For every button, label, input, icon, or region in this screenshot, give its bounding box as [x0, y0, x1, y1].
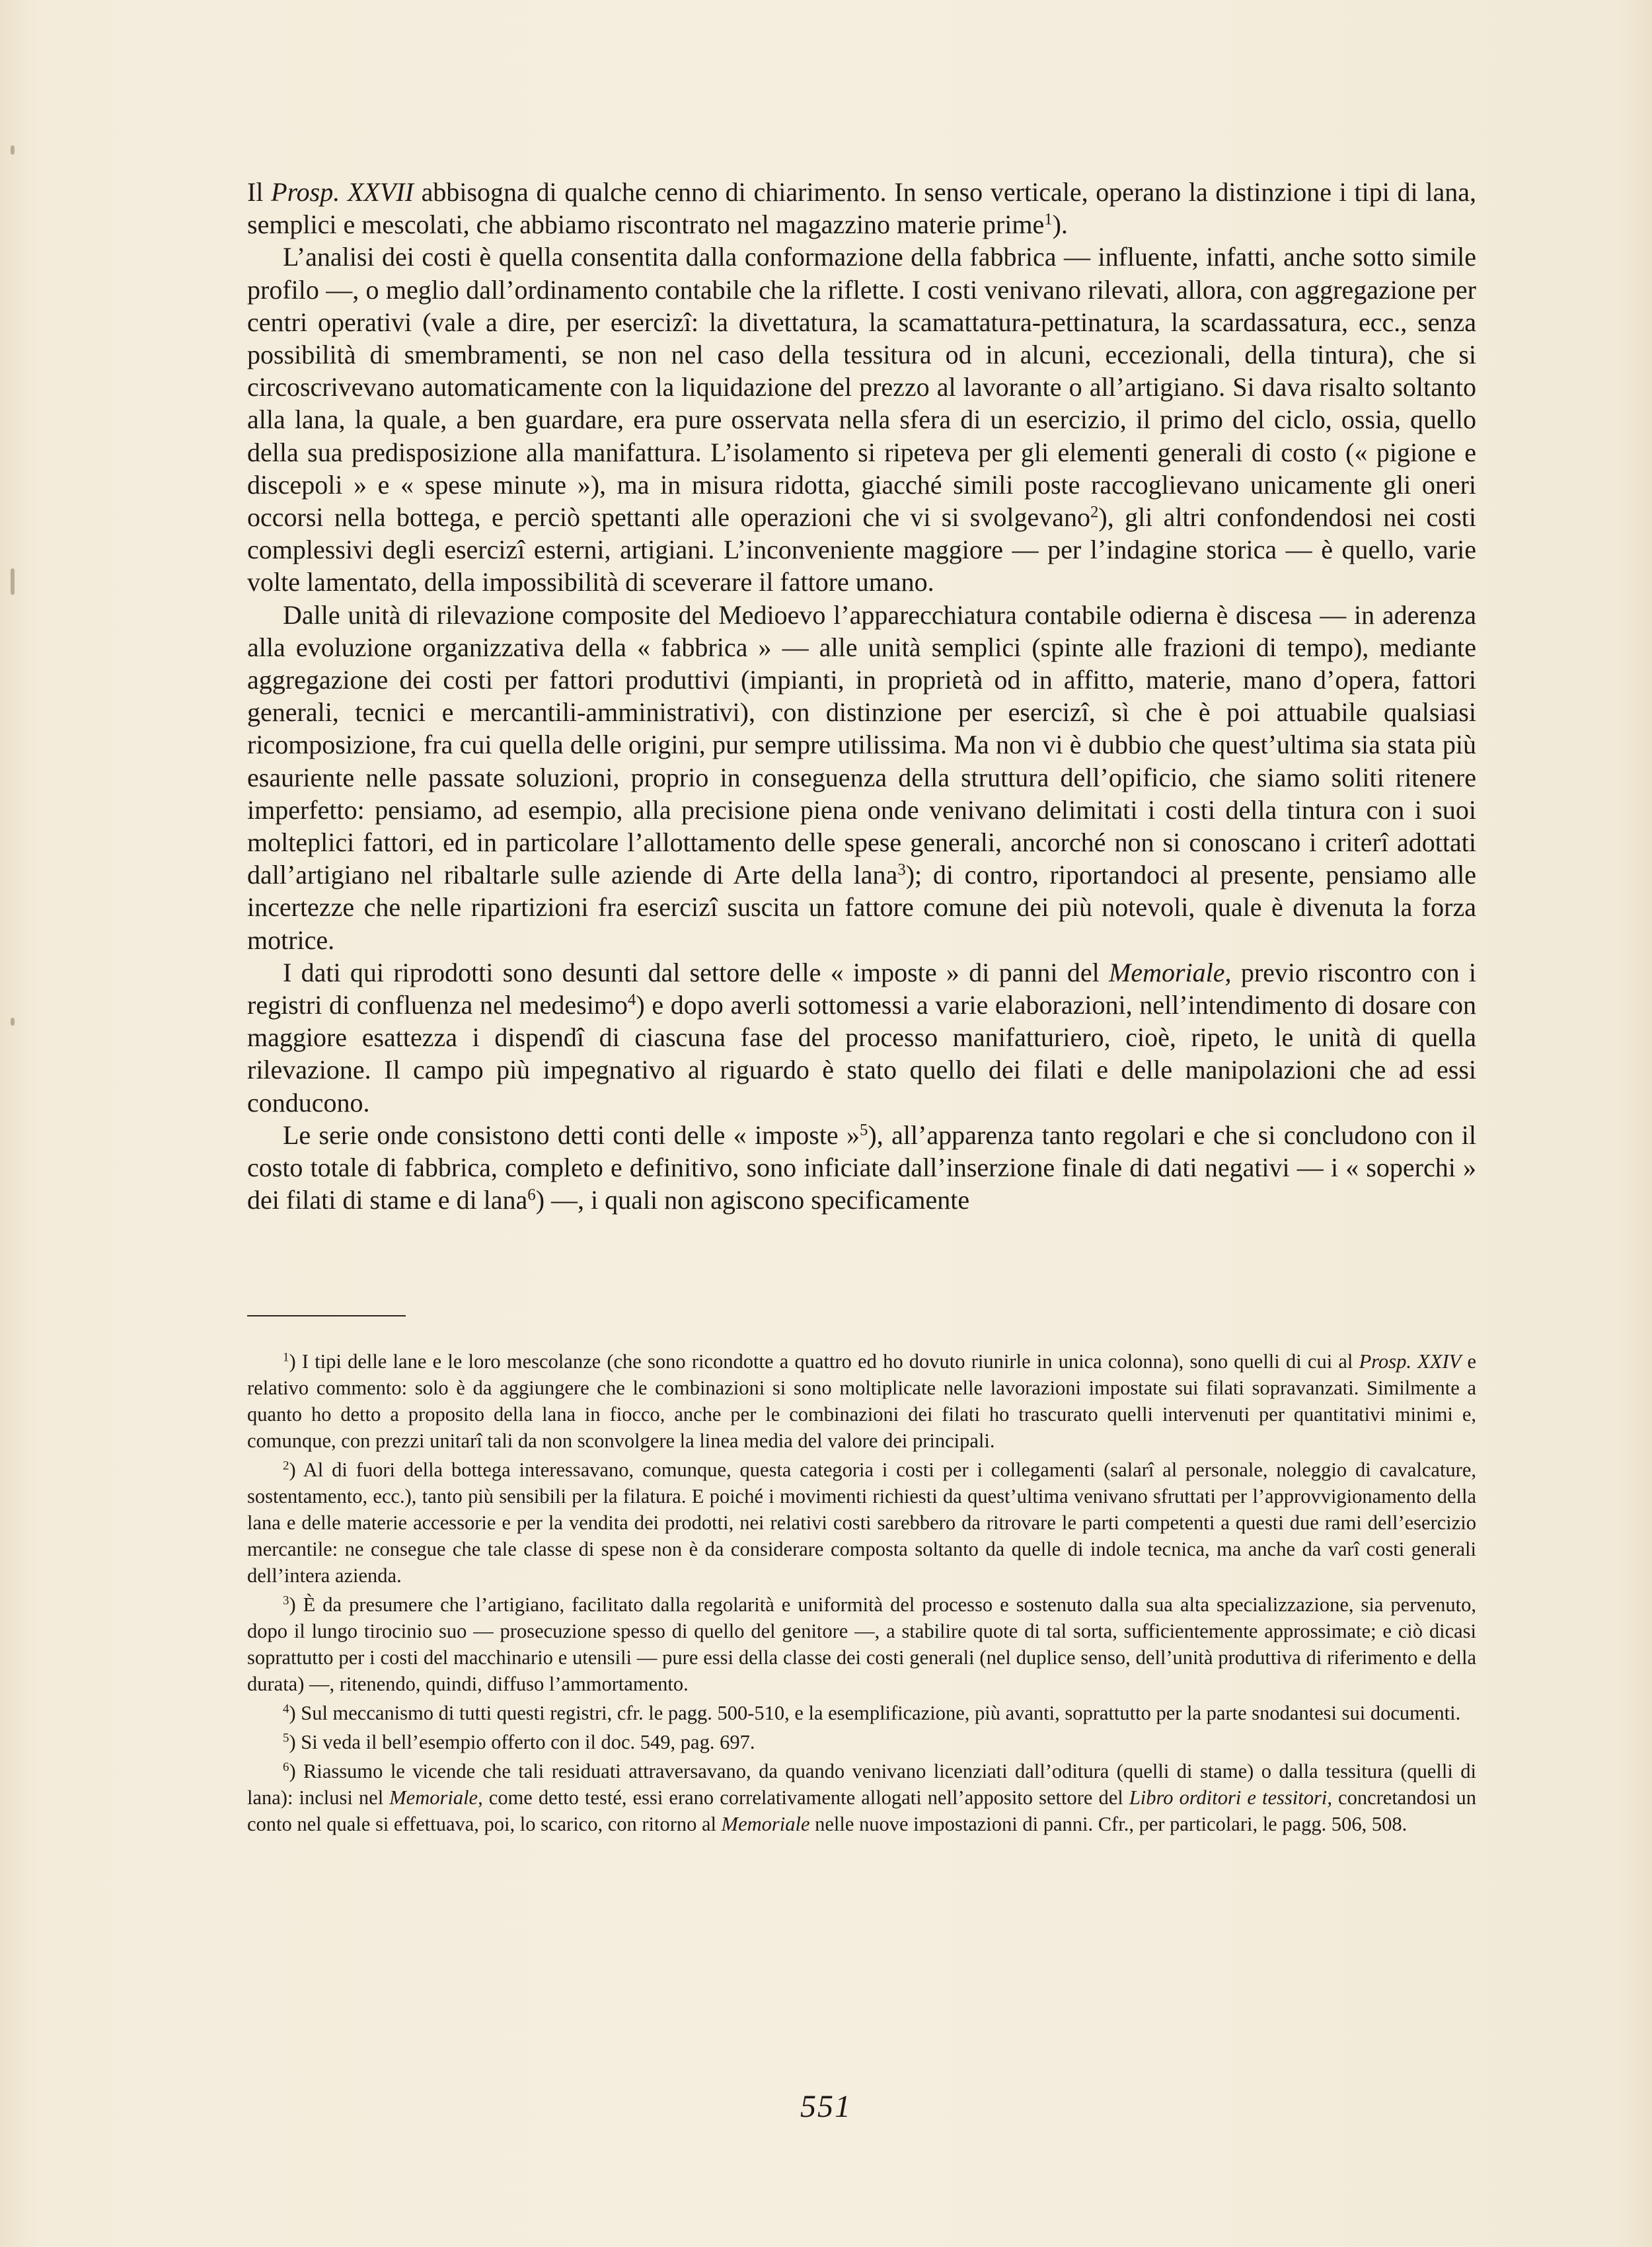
paragraph-5: Le serie onde consistono detti conti delle « imposte »$^5$), all’apparenza tanto regolari e che si concludono con il costo totale di fabbrica, completo e definitivo, sono inficiate dall’inserzione finale di dati negativi — i « soperchi » dei filati di stame e di lana$^6$) —, i quali non agiscono specificamente [247, 1120, 1477, 1215]
page-edge-mark [11, 1018, 15, 1026]
paragraph-4: I dati qui riprodotti sono desunti dal settore delle « imposte » di panni del Memoriale, previo riscontro con i registri di confluenza nel medesimo$^4$) e dopo averli sottomessi a varie elaborazioni, nell’intendimento di dosare con maggiore esattezza i dispendî di ciascuna fase del processo manifatturiero, cioè, ripeto, le unità di quella rilevazione. Il campo più impegnativo al riguardo è stato quello dei filati e delle manipolazioni che ad essi conducono. [247, 957, 1476, 1118]
paragraph-1: Il Prosp. XXVII abbisogna di qualche cenno di chiarimento. In senso verticale, operano la distinzione i tipi di lana, semplici e mescolati, che abbiamo riscontrato nel magazzino materie prime$^1$). [247, 177, 1477, 240]
footnote-ref[interactable]: 6 [527, 1186, 536, 1204]
footnote-ref[interactable]: 2 [1090, 503, 1099, 521]
page-edge-mark [11, 568, 15, 595]
footnote-ref[interactable]: 4 [627, 991, 636, 1009]
footnote-separator [247, 1315, 406, 1316]
footnote-2: $^2$) Al di fuori della bottega interessavano, comunque, questa categoria i costi per i collegamenti (salarî al personale, noleggio di cavalcature, sostentamento, ecc.), tanto più sensibili per la filatura. E poiché i movimenti richiesti da quest’ultima venivano sfruttati per l’approvvigionamento della lana e delle materie accessorie e per la vendita dei prodotti, nei relativi costi sarebbero da ritrovare le parti competenti a questi due rami dell’esercizio mercantile: ne consegue che tale classe di spese non è da considerare composta soltanto da quelle di indole tecnica, ma anche da varî costi generali dell’intera azienda. [247, 1459, 1476, 1587]
footnote-ref[interactable]: 5 [860, 1121, 868, 1139]
footnote-4: $^4$) Sul meccanismo di tutti questi registri, cfr. le pagg. 500-510, e la esemplificazione, più avanti, soprattutto per la parte snodantesi sui documenti. [283, 1702, 1461, 1724]
footnote-5: $^5$) Si veda il bell’esempio offerto con il doc. 549, pag. 697. [283, 1731, 755, 1753]
footnote-6: $^6$) Riassumo le vicende che tali residuati attraversavano, da quando venivano licenziati dall’oditura (quelli di stame) o dalla tessitura (quelli di lana): inclusi nel Memoriale, come detto testé, essi erano correlativamente allogati nell’apposito settore del Libro orditori e tessitori, concretandosi un conto nel quale si effettuava, poi, lo scarico, con ritorno al Memoriale nelle nuove impostazioni di panni. Cfr., per particolari, le pagg. 506, 508. [247, 1760, 1477, 1835]
paragraph-2: L’analisi dei costi è quella consentita dalla conformazione della fabbrica — influente, infatti, anche sotto simile profilo —, o meglio dall’ordinamento contabile che la riflette. I costi venivano rilevati, allora, con aggregazione per centri operativi (vale a dire, per esercizî: la divettatura, la scamattatura-pettinatura, la scardassatura, ecc., senza possibilità di smembramenti, se non nel caso della tessitura od in alcuni, eccezionali, della tintura), che si circoscrivevano automaticamente con la liquidazione del prezzo al lavorante o all’artigiano. Si dava risalto soltanto alla lana, la quale, a ben guardare, era pure osservata nella sfera di un esercizio, il primo del ciclo, ossia, quello della sua predisposizione alla manifattura. L’isolamento si ripeteva per gli elementi generali di costo (« pigione e discepoli » e « spese minute »), ma in misura ridotta, giacché simili poste raccoglievano unicamente gli oneri occorsi nella bottega, e perciò spettanti alle operazioni che vi si svolgevano$^2$), gli altri confondendosi nei costi complessivi degli esercizî esterni, artigiani. L’inconveniente maggiore — per l’indagine storica — è quello, varie volte lamentato, della impossibilità di sceverare il fattore umano. [247, 242, 1476, 597]
paragraph-3: Dalle unità di rilevazione composite del Medioevo l’apparecchiatura contabile odierna è discesa — in aderenza alla evoluzione organizzativa della « fabbrica » — alle unità semplici (spinte alle frazioni di tempo), mediante aggregazione dei costi per fattori produttivi (impianti, in proprietà od in affitto, materie, mano d’opera, fattori generali, tecnici e mercantili-amministrativi), con distinzione per esercizî, sì che è poi attuabile qualsiasi ricomposizione, fra cui quella delle origini, pur sempre utilissima. Ma non vi è dubbio che quest’ultima sia stata più esauriente nelle passate soluzioni, proprio in conseguenza della struttura dell’opificio, che siamo soliti ritenere imperfetto: pensiamo, ad esempio, alla precisione piena onde venivano delimitati i costi della tintura con i suoi molteplici fattori, ed in particolare l’allottamento delle spese generali, ancorché non si conoscano i criterî adottati dall’artigiano nel ribaltarle sulle aziende di Arte della lana$^3$); di contro, riportandoci al presente, pensiamo alle incertezze che nelle ripartizioni fra esercizî suscita un fattore comune dei più notevoli, quale è divenuta la forza motrice. [247, 599, 1477, 955]
footnotes [247, 1348, 1476, 1840]
footnote-ref[interactable]: 1 [1044, 210, 1053, 229]
page-number: 551 [800, 2089, 852, 2124]
page-edge-mark [11, 145, 15, 155]
footnote-ref[interactable]: 3 [897, 860, 906, 879]
footnote-3: $^3$) È da presumere che l’artigiano, facilitato dalla regolarità e uniformità del processo e sostenuto dalla sua alta specializzazione, sia pervenuto, dopo il lungo tirocinio suo — prosecuzione spesso di quello del genitore —, a stabilire quote di tal sorta, sufficientemente approssimate; e ciò dicasi soprattutto per i costi del macchinario e utensili — pure essi della classe dei costi generali (nel duplice senso, dell’unità produttiva di riferimento e della durata) —, ritenendo, quindi, diffuso l’ammortamento. [247, 1593, 1476, 1695]
footnote-1: $^1$) I tipi delle lane e le loro mescolanze (che sono ricondotte a quattro ed ho dovuto riunirle in unica colonna), sono quelli di cui al Prosp. XXIV e relativo commento: solo è da aggiungere che le combinazioni si sono moltiplicate nelle lavorazioni impostate sui filati sopravanzati. Similmente a quanto ho detto a proposito della lana in fiocco, anche per le combinazioni dei filati ho trascurato quelli intervenuti per quantitativi minimi e, comunque, con prezzi unitarî tali da non sconvolgere la linea media del valore dei principali. [247, 1350, 1476, 1452]
main-text [247, 176, 1476, 1217]
